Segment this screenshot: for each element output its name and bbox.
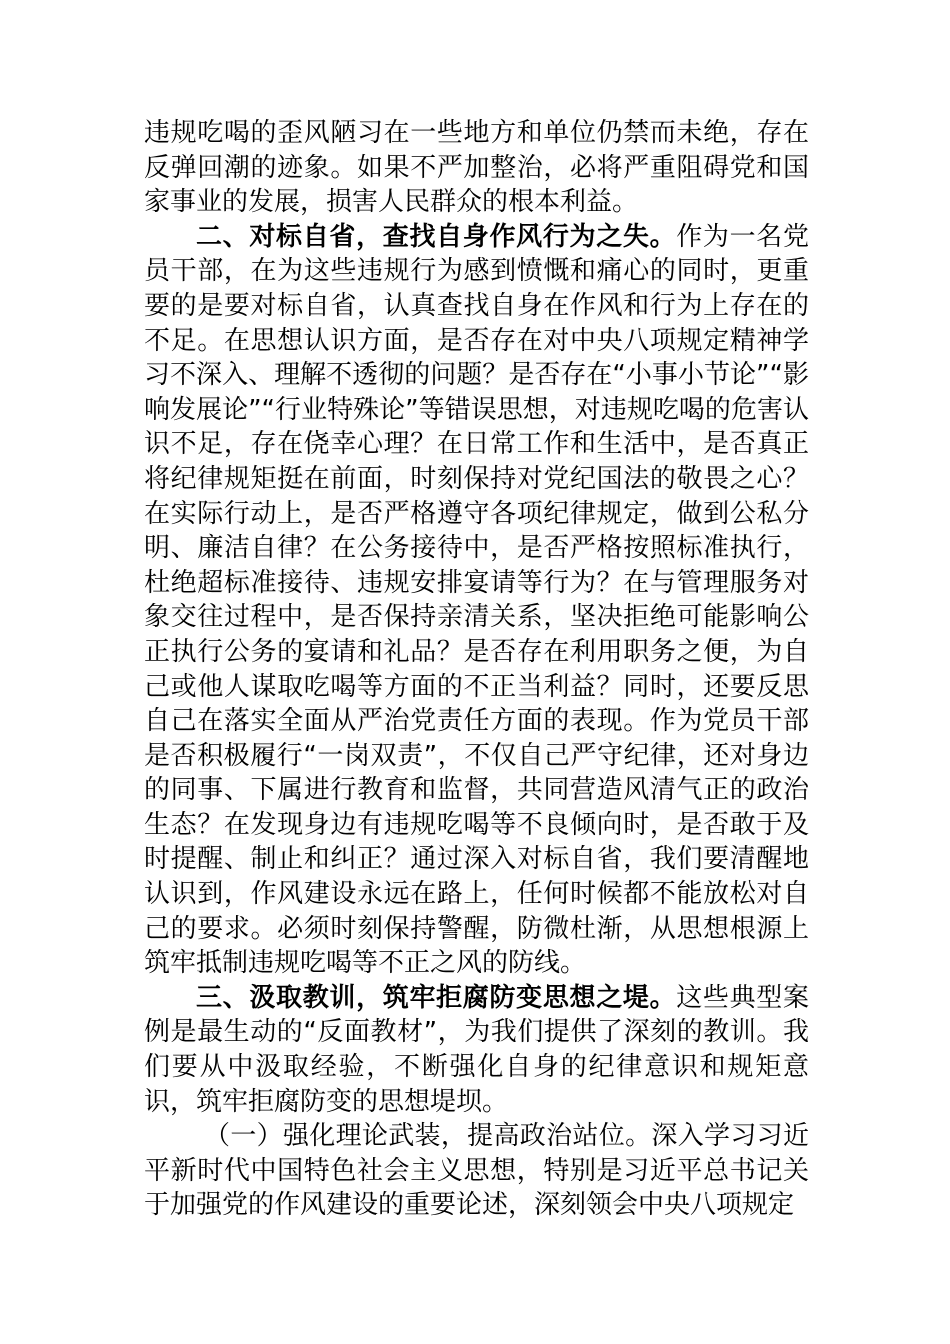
paragraph-text: 这些典型案例是最生动的“反面教材”，为我们提供了深刻的教训。我们要从中汲取经验，不断强化自身的纪律意识和规矩意识，筑牢拒腐防变的思想堤坝。	[144, 982, 809, 1117]
paragraph-section-two	[144, 220, 809, 981]
paragraph-text: 深入学习习近平新时代中国特色社会主义思想，特别是习近平总书记关于加强党的作风建设的重要论述，深刻领会中央八项规定	[144, 1121, 809, 1221]
paragraph-text: 作为一名党员干部，在为这些违规行为感到愤慨和痛心的同时，更重要的是要对标自省，认真查找自身在作风和行为上存在的不足。在思想认识方面，是否存在对中央八项规定精神学习不深入、理解不透彻的问题？是否存在“小事小节论”“影响发展论”“行业特殊论”等错误思想，对违规吃喝的危害认识不足，存在侥幸心理？在日常工作和生活中，是否真正将纪律规矩挺在前面，时刻保持对党纪国法的敬畏之心？在实际行动上，是否严格遵守各项纪律规定，做到公私分明、廉洁自律？在公务接待中，是否严格按照标准执行，杜绝超标准接待、违规安排宴请等行为？在与管理服务对象交往过程中，是否保持亲清关系，坚决拒绝可能影响公正执行公务的宴请和礼品？是否存在利用职务之便，为自己或他人谋取吃喝等方面的不正当利益？同时，还要反思自己在落实全面从严治党责任方面的表现。作为党员干部是否积极履行“一岗双责”，不仅自己严守纪律，还对身边的同事、下属进行教育和监督，共同营造风清气正的政治生态？在发现身边有违规吃喝等不良倾向时，是否敢于及时提醒、制止和纠正？通过深入对标自省，我们要清醒地认识到，作风建设永远在路上，任何时候都不能放松对自己的要求。必须时刻保持警醒，防微杜渐，从思想根源上筑牢抵制违规吃喝等不正之风的防线。	[144, 221, 809, 979]
paragraph-text: 违规吃喝的歪风陋习在一些地方和单位仍禁而未绝，存在反弹回潮的迹象。如果不严加整治，必将严重阻碍党和国家事业的发展，损害人民群众的根本利益。	[144, 118, 809, 218]
document-body	[144, 116, 809, 1223]
paragraph-subsection-one	[144, 1119, 809, 1223]
section-three-heading: 三、汲取教训，筑牢拒腐防变思想之堤。	[196, 982, 677, 1013]
subsection-one-heading: （一）强化理论武装，提高政治站位。	[204, 1121, 652, 1152]
paragraph-continuation	[144, 116, 809, 220]
paragraph-section-three	[144, 981, 809, 1119]
section-two-heading: 二、对标自省，查找自身作风行为之失。	[196, 221, 677, 252]
